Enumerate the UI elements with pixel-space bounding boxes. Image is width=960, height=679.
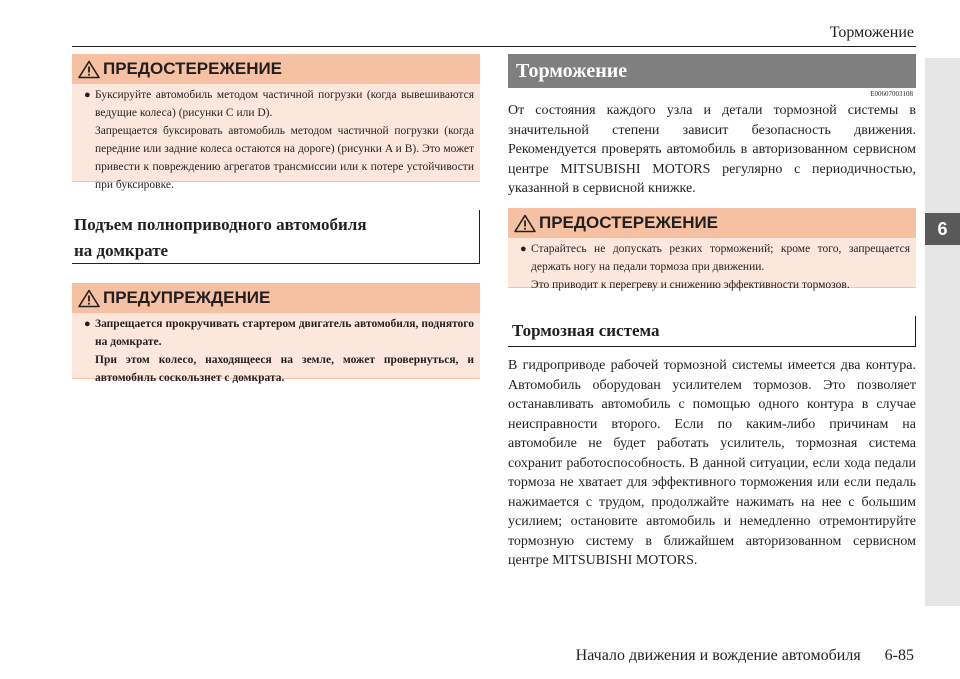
chapter-number-badge[interactable]: 6	[925, 213, 960, 245]
warning-box-jacking	[72, 283, 480, 384]
section-title-line1: Подъем полноприводного автомобиля	[74, 215, 367, 234]
page-header-title: Торможение	[829, 24, 914, 41]
caution-box-header	[508, 208, 916, 238]
caution-bullet-text: Буксируйте автомобиль методом частичной погрузки (когда вывешиваются ведущие колеса) (рисунки C или D).	[95, 89, 474, 119]
bullet-dot-icon: ●	[84, 89, 91, 101]
intro-paragraph: От состояния каждого узла и детали тормозной системы в значительной степени зависит безопасность движения. Рекомендуется проверять автомобиль в авторизованном сервисном центре MITSUBISHI MOTORS регулярно с периодичностью, указанной в сервисной книжке.	[508, 103, 916, 196]
header-divider	[72, 46, 916, 47]
caution-box-towing	[72, 54, 480, 191]
warning-triangle-icon	[78, 289, 100, 308]
caution-body-text: Это приводит к перегреву и снижению эффективности тормозов.	[531, 279, 850, 291]
caution-box-braking	[508, 208, 916, 291]
bullet-dot-icon: ●	[84, 318, 91, 330]
caution-box-title: ПРЕДОСТЕРЕЖЕНИЕ	[539, 213, 719, 232]
warning-body-text: При этом колесо, находящееся на земле, может провернуться, и автомобиль соскользнет с домкрата.	[95, 354, 474, 384]
caution-box-header	[72, 54, 480, 84]
page-number: 6-85	[884, 647, 914, 664]
warning-box-header	[72, 283, 480, 313]
chapter-side-tab	[925, 58, 960, 606]
section-title-brake-system: Тормозная система	[508, 316, 916, 347]
brake-system-paragraph: В гидроприводе рабочей тормозной системы имеется два контура. Автомобиль оборудован усилителем тормозов. Это позволяет останавливать автомобиль с помощью одного контура в случае неисправности второго. Если по каким-либо причинам на автомобиле не будет работать усилитель, тормозная система сохранит работоспособность. В данной ситуации, если хода педали тормоза не хватает для эффективного торможения или если педаль нажимается с трудом, продолжайте нажимать на нее с большим усилием; остановите автомобиль и немедленно отремонтируйте тормозную систему в ближайшем авторизованном сервисном центре MITSUBISHI MOTORS.	[508, 358, 916, 568]
section-title-line2: на домкрате	[74, 241, 169, 260]
chapter-section-heading: Торможение	[508, 54, 916, 88]
section-title-jacking	[72, 210, 480, 264]
warning-triangle-icon	[78, 60, 100, 79]
footer-section-title: Начало движения и вождение автомобиля	[575, 647, 861, 664]
warning-box-title: ПРЕДУПРЕЖДЕНИЕ	[103, 288, 271, 307]
document-code: E00607003108	[870, 90, 913, 98]
page-footer	[552, 647, 914, 665]
caution-bullet-text: Старайтесь не допускать резких торможений; кроме того, запрещается держать ногу на педали тормоза при движении.	[531, 243, 910, 273]
warning-bullet-text: Запрещается прокручивать стартером двигатель автомобиля, поднятого на домкрате.	[95, 318, 474, 348]
warning-triangle-icon	[514, 214, 536, 233]
caution-body-text: Запрещается буксировать автомобиль методом частичной погрузки (когда передние или задние колеса остаются на дороге) (рисунки A и B). Это может привести к повреждению агрегатов трансмиссии или к потере устойчивости при буксировке.	[95, 125, 474, 191]
bullet-dot-icon: ●	[520, 243, 527, 255]
caution-box-title: ПРЕДОСТЕРЕЖЕНИЕ	[103, 59, 283, 78]
